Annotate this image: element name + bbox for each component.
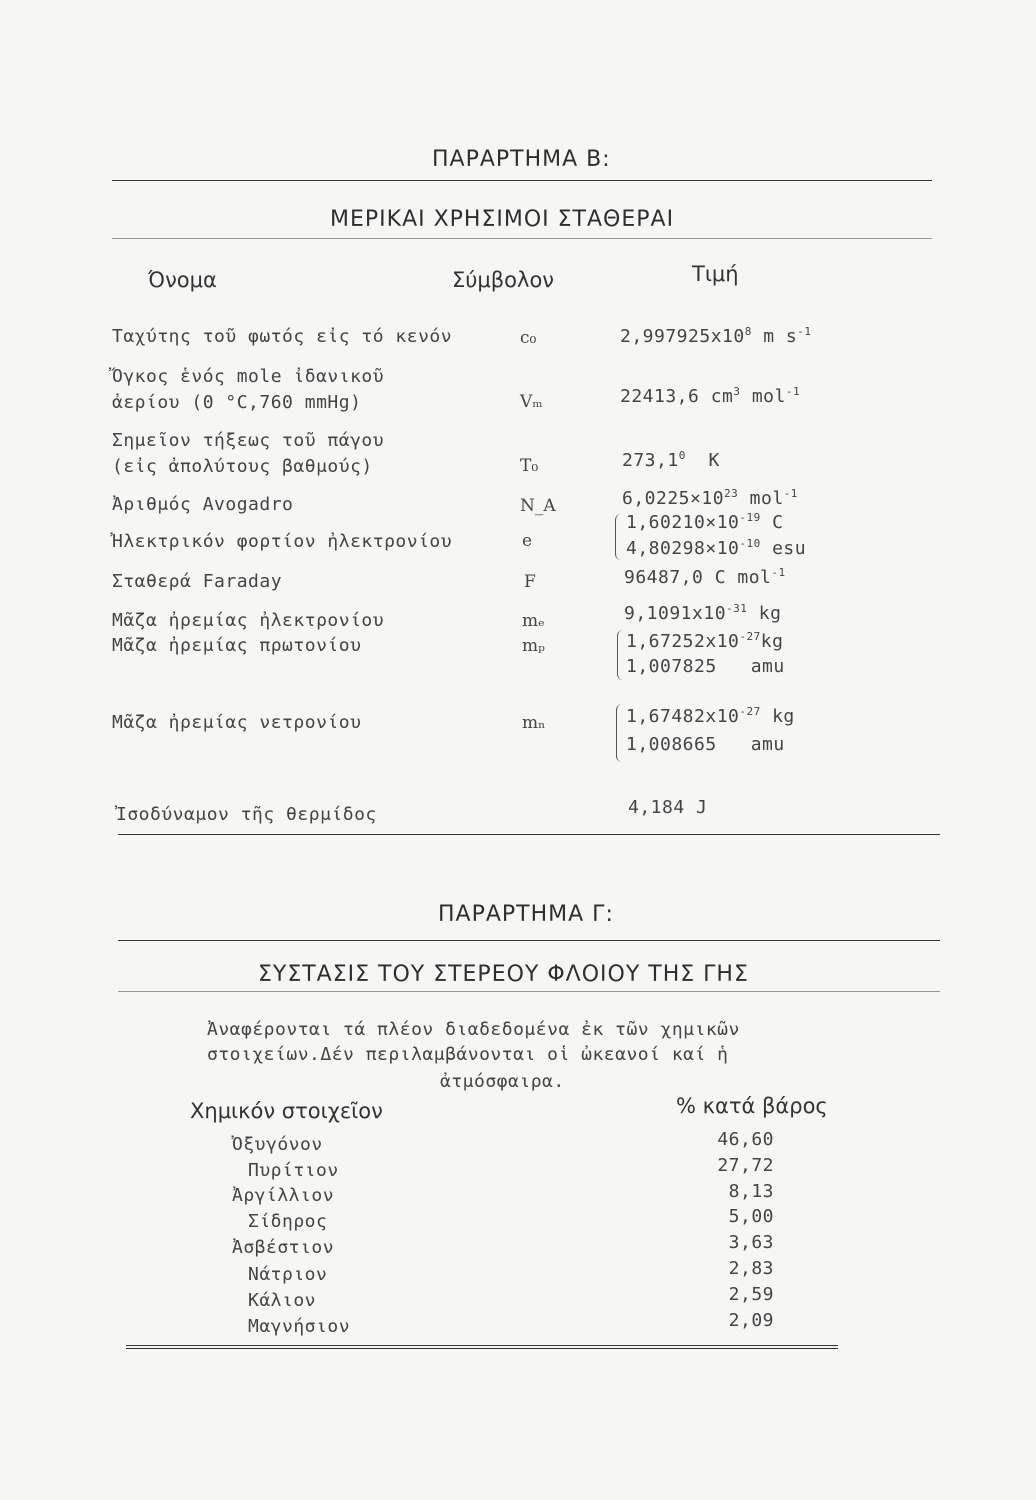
element-percent: 5,00 xyxy=(728,1206,774,1227)
const-symbol-freeze: T₀ xyxy=(520,456,539,476)
header-value: Τιμή xyxy=(692,262,739,286)
brace xyxy=(615,514,621,560)
const-value-molvol: 22413,6 $cm^3$ mol$^{-1}$ xyxy=(620,385,801,407)
header-percent: % κατά βάρος xyxy=(676,1094,828,1118)
note-line2: στοιχείων.Δέν περιλαμβάνονται οἱ ὠκεανοί καί ἡ xyxy=(207,1044,729,1065)
const-name-molvol-line2: ἀερίου (0 °C,760 mmHg) xyxy=(112,392,362,413)
const-value-charge-c: $1,60210\times 10^{-19}$ C xyxy=(626,511,784,533)
element-percent: 8,13 xyxy=(728,1181,774,1202)
element-name: Κάλιον xyxy=(248,1290,317,1311)
const-name-heat: Ἰσοδύναμον τῆς θερμίδος xyxy=(116,804,377,825)
divider xyxy=(118,834,940,835)
const-symbol-proton: mₚ xyxy=(522,636,545,656)
const-symbol-electron: mₑ xyxy=(522,611,545,631)
appendix-b-subtitle: ΜΕΡΙΚΑΙ ΧΡΗΣΙΜΟΙ ΣΤΑΘΕΡΑΙ xyxy=(330,207,675,232)
const-name-neutron: Μᾶζα ἠρεμίας νετρονίου xyxy=(112,712,362,733)
const-symbol-neutron: mₙ xyxy=(522,713,546,733)
const-name-molvol-line1: Ὄγκος ἑνός mole ἰδανικοῦ xyxy=(112,366,385,387)
const-value-electron: $9,1091x10^{-31}$ kg xyxy=(624,602,782,624)
element-name: Μαγνήσιον xyxy=(248,1316,351,1337)
const-name-freeze-line2: (εἰς ἀπολύτους βαθμούς) xyxy=(112,456,373,477)
brace xyxy=(616,704,622,762)
header-element: Χημικόν στοιχεῖον xyxy=(190,1099,383,1123)
const-symbol-light: c₀ xyxy=(520,328,537,348)
const-name-charge: Ἠλεκτρικόν φορτίον ἠλεκτρονίου xyxy=(112,531,453,552)
const-name-electron: Μᾶζα ἠρεμίας ἠλεκτρονίου xyxy=(112,610,385,631)
const-name-proton: Μᾶζα ἠρεμίας πρωτονίου xyxy=(112,635,362,656)
element-percent: 27,72 xyxy=(717,1155,774,1176)
const-symbol-faraday: F xyxy=(524,572,536,592)
const-name-avogadro: Ἀριθμός Avogadro xyxy=(112,494,294,515)
element-percent: 2,09 xyxy=(728,1310,774,1331)
header-symbol: Σύμβολον xyxy=(452,268,555,292)
const-symbol-charge: e xyxy=(522,531,533,551)
element-name: Ἀσβέστιον xyxy=(232,1237,335,1258)
const-value-faraday: 96487,0 C mol$^{-1}$ xyxy=(624,566,786,588)
const-value-charge-esu: $4,80298\times 10^{-10}$ esu xyxy=(626,537,807,559)
element-name: Σίδηρος xyxy=(248,1211,328,1232)
divider xyxy=(126,1345,838,1346)
const-symbol-molvol: Vₘ xyxy=(520,392,543,412)
element-percent: 3,63 xyxy=(728,1232,774,1253)
divider xyxy=(112,180,932,181)
element-name: Πυρίτιον xyxy=(248,1160,339,1181)
const-symbol-avogadro: N_A xyxy=(520,496,556,516)
const-name-freeze-line1: Σημεῖον τήξεως τοῦ πάγου xyxy=(112,430,385,451)
const-name-light: Ταχύτης τοῦ φωτός εἰς τό κενόν xyxy=(112,326,453,347)
note-line1: Ἀναφέρονται τά πλέον διαδεδομένα ἐκ τῶν χημικῶν xyxy=(207,1019,740,1040)
element-name: Ὀξυγόνον xyxy=(232,1134,323,1155)
brace xyxy=(617,630,623,680)
element-percent: 2,59 xyxy=(728,1284,774,1305)
divider xyxy=(118,991,940,992)
appendix-c-subtitle: ΣΥΣΤΑΣΙΣ ΤΟΥ ΣΤΕΡΕΟΥ ΦΛΟΙΟΥ ΤΗΣ ΓΗΣ xyxy=(258,962,749,987)
divider xyxy=(118,940,940,941)
const-value-freeze: 273,1$^0$ K xyxy=(622,449,720,471)
const-value-light: $2,997925x10^8$ m $s^{-1}$ xyxy=(620,325,812,347)
const-value-proton-amu: 1,007825 amu xyxy=(626,656,785,677)
divider xyxy=(126,1348,838,1349)
element-percent: 46,60 xyxy=(717,1129,774,1150)
const-value-heat: 4,184 J xyxy=(628,797,708,818)
element-name: Νάτριον xyxy=(248,1264,328,1285)
element-percent: 2,83 xyxy=(728,1258,774,1279)
appendix-c-title: ΠΑΡΑΡΤΗΜΑ Γ: xyxy=(438,902,614,927)
header-name: Όνομα xyxy=(148,268,217,292)
const-value-proton-kg: $1,67252x10^{-27}kg$ xyxy=(626,630,784,652)
const-value-avogadro: $6,0225\times 10^{23}$ mol$^{-1}$ xyxy=(622,487,798,509)
const-value-neutron-kg: $1,67482x10^{-27}$ kg xyxy=(626,705,795,727)
appendix-b-title: ΠΑΡΑΡΤΗΜΑ Β: xyxy=(432,147,611,172)
element-name: Ἀργίλλιον xyxy=(232,1185,335,1206)
const-name-faraday: Σταθερά Faraday xyxy=(112,571,283,592)
divider xyxy=(112,238,932,239)
const-value-neutron-amu: 1,008665 amu xyxy=(626,734,785,755)
note-line3: ἀτμόσφαιρα. xyxy=(440,1071,565,1092)
